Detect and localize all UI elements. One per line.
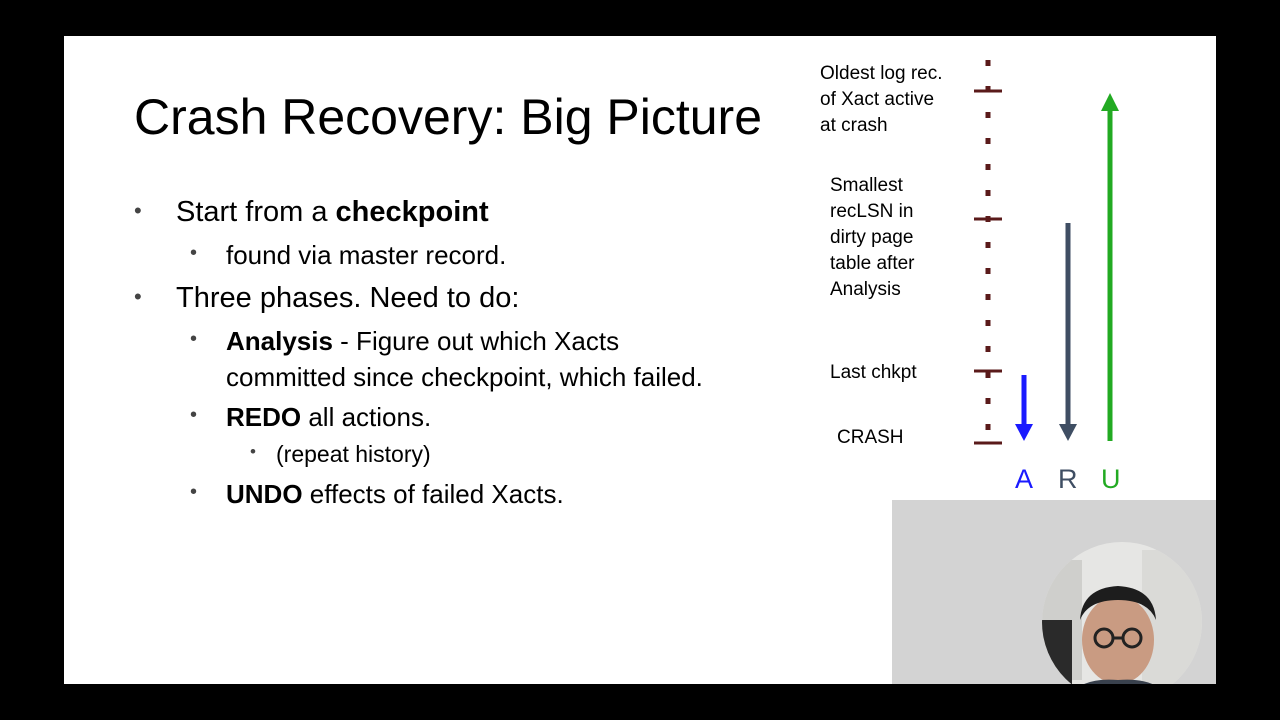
- bullet-repeat-history: • (repeat history): [250, 441, 431, 467]
- slide-title: Crash Recovery: Big Picture: [134, 89, 763, 145]
- presenter-image: [892, 500, 1216, 684]
- analysis-arrow: [1015, 375, 1033, 441]
- bullet-analysis: • Analysis - Figure out which Xacts: [190, 326, 620, 356]
- arrow-label-a: A: [1015, 464, 1034, 494]
- bullet-checkpoint: • Start from a checkpoint: [134, 196, 489, 228]
- bullet-three-phases: • Three phases. Need to do:: [134, 282, 520, 314]
- bullet-master-record: • found via master record.: [190, 240, 507, 270]
- presenter-webcam: [892, 500, 1216, 684]
- arrow-label-r: R: [1058, 464, 1078, 494]
- arrow-label-u: U: [1101, 464, 1121, 494]
- bullet-dot: •: [190, 242, 198, 264]
- bullet-redo: • REDO all actions.: [190, 402, 432, 432]
- bullet-dot: •: [134, 198, 142, 223]
- bullet-dot: •: [250, 442, 256, 461]
- undo-arrow: [1101, 93, 1119, 441]
- slide: [64, 36, 1216, 684]
- log-timeline: [974, 60, 1002, 443]
- bullet-dot: •: [190, 404, 198, 426]
- bullet-undo: • UNDO effects of failed Xacts.: [190, 479, 564, 509]
- redo-arrow: [1059, 223, 1077, 441]
- label-oldest-log-rec: Oldest log rec. of Xact active at crash: [820, 63, 943, 136]
- bullet-dot: •: [134, 284, 142, 309]
- label-last-chkpt: Last chkpt: [830, 362, 917, 383]
- bullet-dot: •: [190, 328, 198, 350]
- bullet-analysis-cont: committed since checkpoint, which failed.: [226, 362, 703, 392]
- bullet-dot: •: [190, 481, 198, 503]
- label-smallest-reclsn: Smallest recLSN in dirty page table after Analysis: [830, 175, 915, 300]
- label-crash: CRASH: [837, 427, 904, 448]
